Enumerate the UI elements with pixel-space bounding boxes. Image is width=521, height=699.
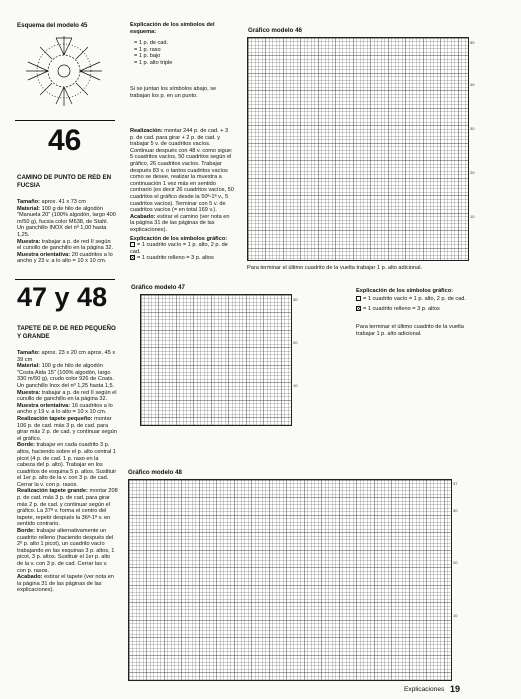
simbolos45-note: Si se juntan los símbolos abajo, se trabajan los p. en un punto. bbox=[130, 86, 217, 99]
symbol-cad-item: = 1 p. de cad. bbox=[134, 40, 169, 46]
grafico46-note: Para terminar el último cuadrito de la vuelta trabajar 1 p. alto adicional. bbox=[247, 265, 423, 271]
symbol-triple-item: = 1 p. alto triple bbox=[134, 59, 173, 66]
model-46-specs: Tamaño: aprox. 41 x 73 cm Material: 100 g de hilo de algodón "Manuela 20" (100% algodón, largo 400 m/50 g), fucsia color M638, de Stahl. Un ganchillo INOX del nº 1,00 hasta 1,25. Muestra: trabajar a p. de red II según el cursillo de ganchillo en la página 32. Muestra orientativa: 20 cuadritos a lo ancho y 23 v. a lo alto = 10 x 10 cm. bbox=[17, 199, 116, 265]
simbolos47-note: Para terminar el último cuadrito de la vuelta trabajar 1 p. alto adicional. bbox=[356, 324, 464, 337]
grafico48-title: Gráfico modelo 48 bbox=[128, 469, 182, 476]
empty-square-icon bbox=[356, 296, 361, 301]
filled-square-icon bbox=[130, 255, 135, 260]
simbolos47-list: = 1 cuadrito vacío = 1 p. alto, 2 p. de cad. = 1 cuadrito relleno = 3 p. altos bbox=[356, 296, 478, 312]
symbol-raso-item: = 1 p. raso bbox=[134, 46, 161, 53]
grafico46-title: Gráfico modelo 46 bbox=[248, 27, 302, 34]
model-number-46: 46 bbox=[48, 124, 82, 157]
model-title-47-48: TAPETE DE P. DE RED PEQUEÑO Y GRANDE bbox=[17, 325, 116, 340]
esquema-diagram bbox=[20, 34, 108, 108]
grafico47-title: Gráfico modelo 47 bbox=[131, 284, 185, 291]
model-title-46: CAMINO DE PUNTO DE RED EN FUCSIA bbox=[17, 174, 112, 189]
filled-square-icon bbox=[356, 306, 361, 311]
grafico47-chart bbox=[140, 294, 292, 426]
simbolos45-title: Explicación de los símbolos del esquema: bbox=[130, 22, 215, 35]
simbolos47-title: Explicación de los símbolos gráfico: bbox=[356, 288, 453, 294]
grafico48-chart bbox=[128, 479, 452, 681]
grafico46-chart bbox=[247, 37, 469, 261]
footer-section: Explicaciones bbox=[404, 686, 445, 693]
simbolos45-list bbox=[134, 40, 230, 66]
symbol-bajo-item: = 1 p. bajo bbox=[134, 53, 161, 60]
realizacion46: Realización: montar 244 p. de cad. + 3 p. de cad. para girar + 2 p. de cad. y trabajar 5 v. de cuadritos vacíos. Continuar después con 48 v. como sigue: 5 cuadritos vacíos, 50 cuadritos según el gráfico, 26 cuadritos vacíos. Trabajar después 83 v. o tantos cuadritos vacíos como se desee, realizar la muestra a continuación 1 vez más en sentido contrario (es decir 26 cuadritos vacíos, 50 cuadritos el gráfico desde la 50ª-1ª v., 5 cuadritos vacíos). Terminar con 5 v. de cuadritos vacíos (= en total 169 v.). Acabado: estirar el camino (ver nota en la página 31 de las páginas de las explicaciones). Explicación de los símbolos gráfico: = 1 cuadrito vacío = 1 p. alto, 2 p. de cad. = 1 cuadrito relleno = 3 p. altos bbox=[130, 128, 234, 262]
page-number: 19 bbox=[450, 684, 461, 694]
esquema-title: Esquema del modelo 45 bbox=[17, 22, 88, 29]
model-47-48-specs: Tamaño: aprox. 23 x 20 cm aprox. 45 x 39 cm Material: 100 g de hilo de algodón "Costa Aida 15" (100% algodón, largo 330 m/50 g), crudo color 926 de Coats. Un ganchillo Inox del nº 1,25 hasta 1,5. Muestra: trabajar a p. de red II según el cursillo de ganchillo en la página 32. Muestra orientativa: 16 cuadritos a lo ancho y 19 v. a lo alto = 10 x 10 cm. Realización tapete pequeño: montar 106 p. de cad. más 3 p. de cad. para girar más 2 p. de cad. y continuar según el gráfico. Borde: trabajar en cada cuadrito 3 p. altos, haciendo sobre el p. alto central 1 picot (4 p. de cad. 1 p. raso en la cabeza del p. alto). Trabajar en los cuadritos de esquina 5 p. altos. Sustituir el 1er p. alto de la v. con 3 p. de cad. Cerrar la v. con p. rasos. Realización tapete grande: montar 208 p. de cad. más 3 p. de cad. para girar más 2 p. de cad. y continuar según el gráfico. La 37ª v. forma el centro del tapete, repetir después la 36ª-1ª v. en sentido contrario. Borde: trabajar alternativamente un cuadrito relleno (haciendo después del 2º p. alto 1 picot), un cuadrito vacío trabajando en las esquinas 3 p. altos, 1 picot, 3 p. altos. Sustituir el 1er p. alto de la v. con 3 p. de cad. Cerrar las v. con p. rasos. Acabado: estirar el tapete (ver nota en la página 31 de las páginas de las explicaciones). bbox=[17, 350, 118, 594]
model-number-47-48: 47 y 48 bbox=[17, 282, 108, 312]
empty-square-icon bbox=[130, 242, 135, 247]
